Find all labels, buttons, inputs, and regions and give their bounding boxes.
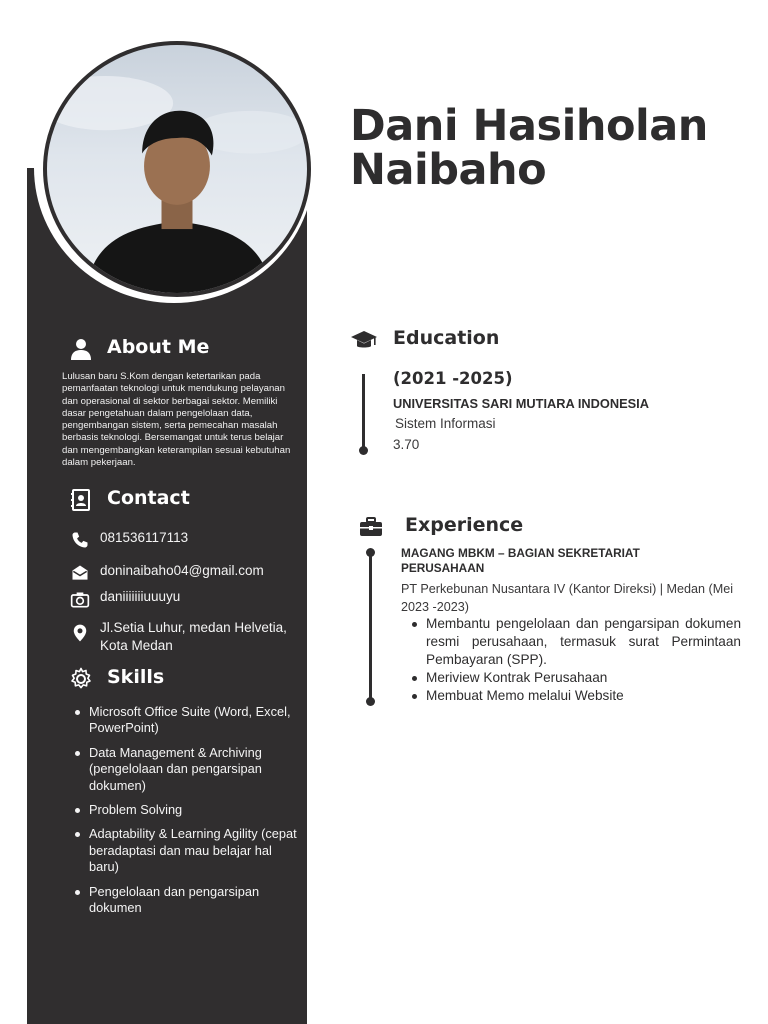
phone-icon: [70, 530, 90, 550]
contact-heading: Contact: [107, 487, 190, 509]
instagram-handle[interactable]: daniiiiiiiuuuyu: [100, 589, 181, 604]
briefcase-icon: [359, 517, 383, 537]
graduation-cap-icon: [350, 328, 378, 352]
education-gpa: 3.70: [393, 437, 420, 452]
education-major: Sistem Informasi: [395, 416, 496, 431]
contact-card-icon: [69, 488, 93, 512]
skill-item: Pengelolaan dan pengarsipan dokumen: [73, 884, 301, 917]
home-address: Jl.Setia Luhur, medan Helvetia, Kota Medan: [100, 620, 287, 653]
education-timeline: [362, 374, 365, 450]
experience-heading: Experience: [405, 514, 524, 536]
experience-item: Meriview Kontrak Perusahaan: [410, 669, 741, 687]
skill-item: Data Management & Archiving (pengelolaan dan pengarsipan dokumen): [73, 745, 301, 794]
about-text: Lulusan baru S.Kom dengan ketertarikan pada pemanfaatan teknologi untuk mendukung pelayanan dan operasional di sektor berbagai sektor. Memiliki dasar pengetahuan dalam pengelolaan data, pengembangan sistem, serta pemecahan masalah berbasis teknologi. Bersemangat untuk terus belajar dan mengembangkan keterampilan sesuai kebutuhan dalam pekerjaan.: [62, 371, 291, 469]
education-years: (2021 -2025): [393, 369, 513, 388]
experience-item: Membuat Memo melalui Website: [410, 687, 741, 705]
experience-timeline: [369, 552, 372, 700]
experience-timeline-dot-bottom: [366, 697, 375, 706]
experience-list: [410, 615, 741, 705]
skill-item: Microsoft Office Suite (Word, Excel, PowerPoint): [73, 704, 301, 737]
education-heading: Education: [393, 327, 500, 349]
email-address[interactable]: doninaibaho04@gmail.com: [100, 563, 264, 578]
experience-title: MAGANG MBKM – BAGIAN SEKRETARIAT PERUSAHAAN: [401, 546, 640, 575]
skill-item: Problem Solving: [73, 802, 301, 818]
experience-item: Membantu pengelolaan dan pengarsipan dokumen resmi perusahaan, termasuk surat Permintaan Pembayaran (SPP).: [410, 615, 741, 669]
location-pin-icon: [70, 623, 90, 643]
mail-icon: [70, 563, 90, 583]
camera-icon: [70, 590, 90, 610]
education-school: UNIVERSITAS SARI MUTIARA INDONESIA: [393, 396, 649, 411]
profile-photo: [43, 41, 311, 297]
phone-number[interactable]: 081536117113: [100, 530, 189, 545]
gear-icon: [69, 667, 93, 691]
person-icon: [69, 337, 93, 361]
education-timeline-dot: [359, 446, 368, 455]
skills-heading: Skills: [107, 666, 165, 688]
full-name: Dani Hasiholan Naibaho: [350, 101, 708, 195]
profile-photo-illustration: [47, 45, 307, 293]
skill-item: Adaptability & Learning Agility (cepat beradaptasi dan mau belajar hal baru): [73, 826, 301, 875]
experience-company: PT Perkebunan Nusantara IV (Kantor Direksi) | Medan (Mei 2023 -2023): [401, 582, 734, 614]
skills-list: [73, 704, 301, 924]
about-heading: About Me: [107, 336, 210, 358]
